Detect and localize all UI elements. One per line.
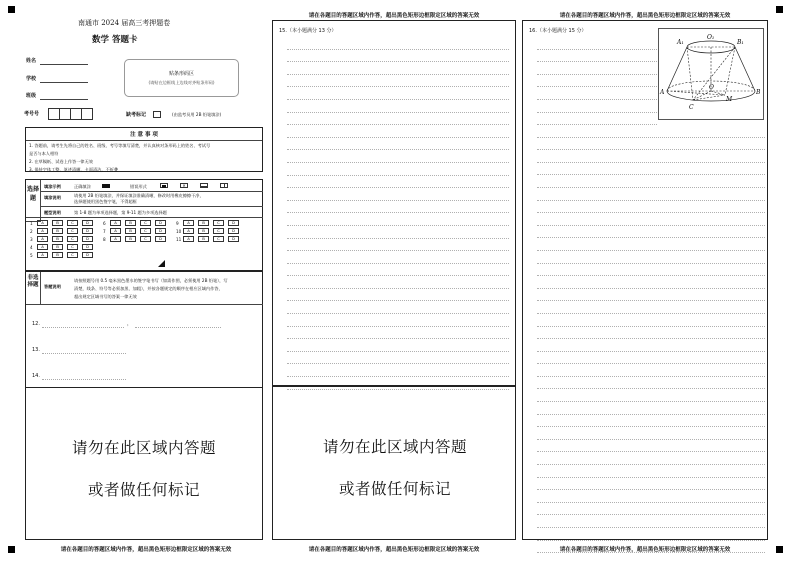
line-b1-c <box>693 47 735 100</box>
choice-grid <box>26 220 263 264</box>
type-text: 第 1-8 题为单项选择题，第 9-11 题为多项选择题 <box>74 210 167 215</box>
absent-hint: (由监考员用 2B 铅笔填涂) <box>172 112 222 117</box>
class-label: 班级 <box>26 93 37 99</box>
q15-label: 15.（本小题满分 13 分） <box>279 28 337 34</box>
q12-sep: ， <box>127 321 133 327</box>
q11-option-b[interactable]: B <box>198 236 209 243</box>
exam-no-boxes[interactable] <box>48 108 93 120</box>
exam-no-label: 考号号 <box>24 111 40 117</box>
wrong-fill-sample-1 <box>160 183 168 188</box>
q6-option-c[interactable]: C <box>140 220 151 227</box>
name-label: 姓名 <box>26 58 37 64</box>
q16-answer-box[interactable] <box>522 20 768 540</box>
frustum-figure <box>658 28 764 120</box>
q11-option-a[interactable]: A <box>183 236 194 243</box>
wrong-fill-sample-3 <box>200 183 208 188</box>
q2-option-c[interactable]: C <box>67 228 78 235</box>
q6-option-b[interactable]: B <box>125 220 136 227</box>
line-a1-c <box>687 47 693 100</box>
bottom-notice-col2: 请在各题目的答题区域内作答，超出黑色矩形边框限定区域的答案无效 <box>308 547 480 553</box>
fill-blank-section <box>25 271 263 540</box>
q2-option-a[interactable]: A <box>37 228 48 235</box>
fill-blank-side-label: 非选择题 <box>26 272 41 304</box>
q15-answer-box[interactable] <box>272 20 516 386</box>
q12-label: 12. <box>32 321 40 327</box>
corner-mark-br <box>776 546 783 553</box>
q8-option-d[interactable]: D <box>155 236 166 243</box>
q12-answer-1[interactable] <box>42 327 124 328</box>
q8-option-c[interactable]: C <box>140 236 151 243</box>
q5-option-a[interactable]: A <box>37 252 48 259</box>
fill-rule-text-1: 请使用 2B 铅笔填涂，并保证填涂准确清晰，修改时用橡皮擦擦干净， <box>74 193 204 198</box>
wrong-fill-sample-4 <box>220 183 228 188</box>
q16-writing-lines-top <box>537 37 657 125</box>
forbidden-text-2-col1: 或者做任何标记 <box>88 481 201 499</box>
notes-item-3: 3. 保持字体工整、笔迹清晰、卡面清洁，不折叠 <box>29 167 119 172</box>
choice-section <box>25 179 263 271</box>
q3-option-a[interactable]: A <box>37 236 48 243</box>
label-a1: A₁ <box>677 39 684 46</box>
school-label: 学校 <box>26 76 37 82</box>
label-c: C <box>689 104 694 111</box>
school-field[interactable] <box>40 82 88 83</box>
wrong-fill-label: 错误形式 <box>130 184 147 189</box>
bottom-notice-col1: 请在各题目的答题区域内作答，超出黑色矩形边框限定区域的答案无效 <box>60 547 232 553</box>
q16-label: 16.（本小题满分 15 分） <box>529 28 587 34</box>
q2-option-d[interactable]: D <box>82 228 93 235</box>
label-b: B <box>756 89 761 96</box>
fill-rule-text-2: 选择题使用黑色签字笔，不得超框 <box>74 199 137 204</box>
q16-writing-lines <box>537 125 765 553</box>
q4-option-c[interactable]: C <box>67 244 78 251</box>
q12-answer-2[interactable] <box>135 327 221 328</box>
type-label: 题型说明 <box>44 210 61 215</box>
fill-rule-text-a: 请按照题号用 0.5 毫米黑色墨水的签字笔书写（如需作图，必须使用 2B 铅笔），写 <box>74 278 228 283</box>
absent-label: 缺考标记 <box>126 112 147 118</box>
name-field[interactable] <box>40 64 88 65</box>
choice-row-3: 3 A B C D 8 A B C D 11 A B C D <box>30 236 249 242</box>
correct-fill-sample <box>102 184 110 188</box>
q4-option-d[interactable]: D <box>82 244 93 251</box>
notes-item-2: 2. 在草稿纸、试卷上作答一律无效 <box>29 159 93 164</box>
q8-option-b[interactable]: B <box>125 236 136 243</box>
label-a: A <box>660 89 665 96</box>
fill-rule-label: 填涂说明 <box>44 195 61 200</box>
choice-row-1: 1 A B C D 6 A B C D 9 A B C D <box>30 220 249 226</box>
q9-option-b[interactable]: B <box>198 220 209 227</box>
wrong-fill-sample-2: ✕ <box>180 183 188 188</box>
choice-row-2: 2 A B C D 7 A B C D 10 A B C D <box>30 228 249 234</box>
label-b1: B₁ <box>737 39 744 46</box>
q14-label: 14. <box>32 373 40 379</box>
choice-end-mark <box>158 260 165 267</box>
class-field[interactable] <box>40 99 88 100</box>
q3-option-c[interactable]: C <box>67 236 78 243</box>
q7-option-d[interactable]: D <box>155 228 166 235</box>
notes-title: 注 意 事 项 <box>130 132 158 138</box>
label-m: M <box>726 96 733 103</box>
forbidden-box-col2 <box>272 386 516 540</box>
q3-option-d[interactable]: D <box>82 236 93 243</box>
top-notice-col2: 请在各题目的答题区域内作答，超出黑色矩形边框限定区域的答案无效 <box>308 13 480 19</box>
q10-option-c[interactable]: C <box>213 228 224 235</box>
q3-option-b[interactable]: B <box>52 236 63 243</box>
barcode-title: 贴条形码区 <box>168 71 194 77</box>
fill-rule-label-2: 答题说明 <box>44 284 61 289</box>
q9-option-c[interactable]: C <box>213 220 224 227</box>
correct-fill-label: 正确填涂 <box>74 184 91 189</box>
exam-title: 南通市 2024 届高三考押题卷 <box>78 19 171 27</box>
q8-option-a[interactable]: A <box>110 236 121 243</box>
corner-mark-bl <box>8 546 15 553</box>
absent-checkbox[interactable] <box>153 111 161 118</box>
q1-option-a[interactable]: A <box>37 220 48 227</box>
notes-divider <box>26 140 262 141</box>
q15-writing-lines <box>287 37 509 390</box>
choice-row-4: 4 A B C D <box>30 244 103 250</box>
fill-rule-text-b: 清楚，线条、符号等必须加黑、加粗），并按各题规定的顺序在相应区域内作答， <box>74 286 223 291</box>
notes-item-1b: 是否与本人相符 <box>29 151 59 156</box>
q6-option-d[interactable]: D <box>155 220 166 227</box>
q7-option-b[interactable]: B <box>125 228 136 235</box>
frustum-diagram <box>659 29 763 119</box>
line-o-c <box>693 91 711 100</box>
notes-item-1: 1. 答题前，请考生先将自己的姓名、班级、考号等填写清楚，并认真核对条形码上的姓名、考试号 <box>29 143 211 148</box>
q4-option-b[interactable]: B <box>52 244 63 251</box>
corner-mark-tr <box>776 6 783 13</box>
q9-option-d[interactable]: D <box>228 220 239 227</box>
forbidden-text-1-col1: 请勿在此区域内答题 <box>72 439 217 457</box>
barcode-hint: (请贴在边框线上边线对齐贴条形码) <box>148 80 215 85</box>
label-o1: O₁ <box>707 34 715 41</box>
barcode-area <box>124 59 239 97</box>
q7-option-c[interactable]: C <box>140 228 151 235</box>
q13-label: 13. <box>32 347 40 353</box>
corner-mark-tl <box>8 6 15 13</box>
fill-example-label: 填涂示例 <box>44 184 61 189</box>
q6-option-a[interactable]: A <box>110 220 121 227</box>
q14-answer[interactable] <box>42 379 126 380</box>
bottom-notice-col3: 请在各题目的答题区域内作答，超出黑色矩形边框限定区域的答案无效 <box>559 547 731 553</box>
notes-box <box>25 127 263 172</box>
q1-option-b[interactable]: B <box>52 220 63 227</box>
q11-option-c[interactable]: C <box>213 236 224 243</box>
q11-option-d[interactable]: D <box>228 236 239 243</box>
q13-answer[interactable] <box>42 353 126 354</box>
q5-option-d[interactable]: D <box>82 252 93 259</box>
choice-side-label: 选择题 <box>26 180 41 222</box>
q1-option-c[interactable]: C <box>67 220 78 227</box>
forbidden-text-1-col2: 请勿在此区域内答题 <box>323 438 468 456</box>
q1-option-d[interactable]: D <box>82 220 93 227</box>
q9-option-a[interactable]: A <box>183 220 194 227</box>
line-b1-m <box>725 47 735 95</box>
choice-row-5: 5 A B C D <box>30 252 103 258</box>
fill-rule-text-c: 超出规定区域书写的答案一律无效 <box>74 294 137 299</box>
q5-option-c[interactable]: C <box>67 252 78 259</box>
label-o: O <box>709 84 714 91</box>
line-a-m <box>667 91 725 95</box>
q2-option-b[interactable]: B <box>52 228 63 235</box>
bottom-ellipse-front <box>667 91 755 101</box>
forbidden-text-2-col2: 或者做任何标记 <box>339 480 452 498</box>
top-notice-col3: 请在各题目的答题区域内作答，超出黑色矩形边框限定区域的答案无效 <box>559 13 731 19</box>
q4-option-a[interactable]: A <box>37 244 48 251</box>
q10-option-d[interactable]: D <box>228 228 239 235</box>
subject-title: 数学 答题卡 <box>92 35 138 45</box>
side-left <box>667 47 687 91</box>
q10-option-b[interactable]: B <box>198 228 209 235</box>
q5-option-b[interactable]: B <box>52 252 63 259</box>
q7-option-a[interactable]: A <box>110 228 121 235</box>
q10-option-a[interactable]: A <box>183 228 194 235</box>
